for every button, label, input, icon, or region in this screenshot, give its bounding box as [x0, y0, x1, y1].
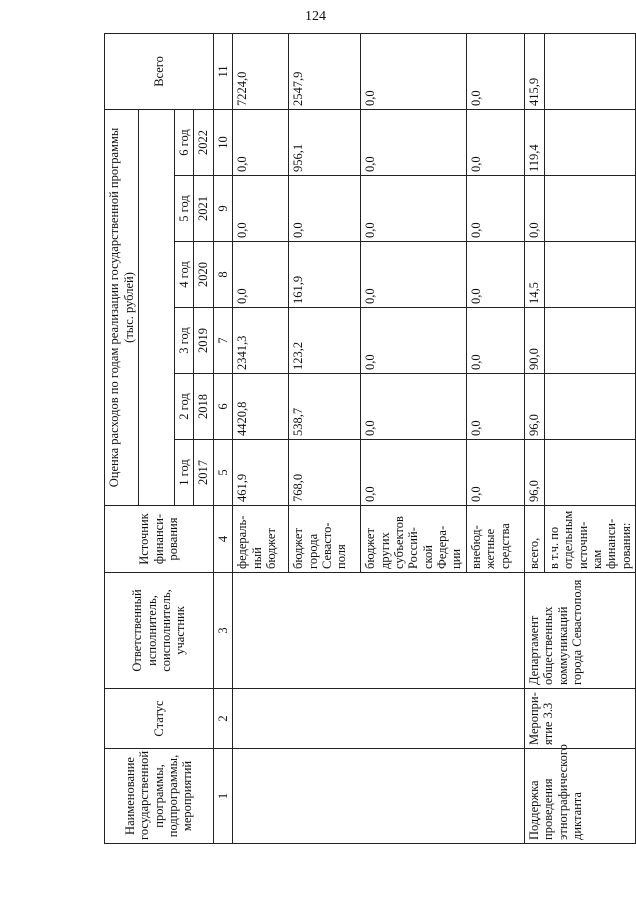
column-number: 2 [213, 689, 232, 749]
value-cell: 96,0 [524, 374, 544, 440]
total-cell: 7224,0 [233, 33, 289, 109]
column-number: 11 [213, 33, 232, 109]
total-cell: 0,0 [466, 33, 524, 109]
header-source: Источник финанси-рования [105, 506, 214, 573]
column-number: 3 [213, 573, 232, 689]
value-cell: 0,0 [524, 176, 544, 242]
table-row [233, 33, 289, 843]
value-cell: 956,1 [289, 109, 361, 175]
total-cell: 415,9 [524, 33, 544, 109]
header-total: Всего [105, 33, 214, 109]
source-cell: внебюд-жетные средства [466, 506, 524, 573]
page-number: 124 [305, 9, 326, 24]
value-cell: 0,0 [233, 242, 289, 308]
value-cell: 0,0 [361, 308, 467, 374]
value-cell: 768,0 [289, 440, 361, 506]
header-year: 2019 [194, 308, 213, 374]
value-cell [544, 440, 635, 506]
activity-status: Меропри-ятие 3.3 [524, 689, 635, 749]
value-cell: 119,4 [524, 109, 544, 175]
value-cell: 0,0 [466, 308, 524, 374]
total-cell: 2547,9 [289, 33, 361, 109]
source-cell: бюджет других субъектов Россий-ской Федера-ции [361, 506, 467, 573]
value-cell: 0,0 [466, 176, 524, 242]
value-cell: 0,0 [466, 109, 524, 175]
header-year-label: 6 год [175, 109, 194, 175]
name-cell-empty [233, 749, 525, 844]
source-cell: в т.ч. по отдельным источни-кам финанси-рования: [544, 506, 635, 573]
header-year-label: 1 год [175, 440, 194, 506]
header-estimate: Оценка расходов по годам реализации государственной программы (тыс. рублей) [105, 109, 139, 505]
value-cell: 2341,3 [233, 308, 289, 374]
value-cell: 96,0 [524, 440, 544, 506]
value-cell: 0,0 [361, 242, 467, 308]
activity-name: Поддержка проведения этнографического диктанта [524, 749, 635, 844]
header-year-label: 2 год [175, 374, 194, 440]
header-year: 2020 [194, 242, 213, 308]
value-cell: 90,0 [524, 308, 544, 374]
header-year: 2017 [194, 440, 213, 506]
value-cell: 0,0 [233, 176, 289, 242]
value-cell: 0,0 [361, 176, 467, 242]
total-cell [544, 33, 635, 109]
column-number: 8 [213, 242, 232, 308]
header-year-label: 4 год [175, 242, 194, 308]
header-year: 2018 [194, 374, 213, 440]
source-cell: всего, [524, 506, 544, 573]
header-estimate-blank [139, 109, 175, 505]
column-number: 4 [213, 506, 232, 573]
value-cell: 0,0 [361, 109, 467, 175]
column-number: 1 [213, 749, 232, 844]
total-cell: 0,0 [361, 33, 467, 109]
rotated-table-container [104, 34, 633, 844]
source-cell: бюджет города Севасто-поля [289, 506, 361, 573]
column-number: 6 [213, 374, 232, 440]
header-name: Наименование государственной программы, подпрограммы, мероприятий [105, 749, 214, 844]
value-cell: 0,0 [361, 374, 467, 440]
value-cell [544, 374, 635, 440]
status-cell-empty [233, 689, 525, 749]
value-cell [544, 176, 635, 242]
responsible-cell-empty [233, 573, 525, 689]
value-cell: 4420,8 [233, 374, 289, 440]
activity-responsible: Департамент общественных коммуникаций города Севастополя [524, 573, 635, 689]
value-cell: 538,7 [289, 374, 361, 440]
value-cell [544, 242, 635, 308]
budget-table [104, 33, 636, 844]
header-year-label: 5 год [175, 176, 194, 242]
value-cell: 0,0 [466, 242, 524, 308]
value-cell [544, 109, 635, 175]
value-cell: 0,0 [361, 440, 467, 506]
header-responsible: Ответственный исполнитель, соисполнитель, участник [105, 573, 214, 689]
value-cell: 161,9 [289, 242, 361, 308]
header-status: Статус [105, 689, 214, 749]
table-row [524, 33, 544, 843]
value-cell: 0,0 [466, 440, 524, 506]
column-number: 10 [213, 109, 232, 175]
value-cell: 14,5 [524, 242, 544, 308]
value-cell: 0,0 [289, 176, 361, 242]
value-cell: 461,9 [233, 440, 289, 506]
value-cell: 123,2 [289, 308, 361, 374]
header-year: 2021 [194, 176, 213, 242]
header-year-label: 3 год [175, 308, 194, 374]
column-number: 9 [213, 176, 232, 242]
value-cell: 0,0 [466, 374, 524, 440]
value-cell [544, 308, 635, 374]
column-number: 7 [213, 308, 232, 374]
header-year: 2022 [194, 109, 213, 175]
source-cell: федераль-ный бюджет [233, 506, 289, 573]
column-number: 5 [213, 440, 232, 506]
value-cell: 0,0 [233, 109, 289, 175]
